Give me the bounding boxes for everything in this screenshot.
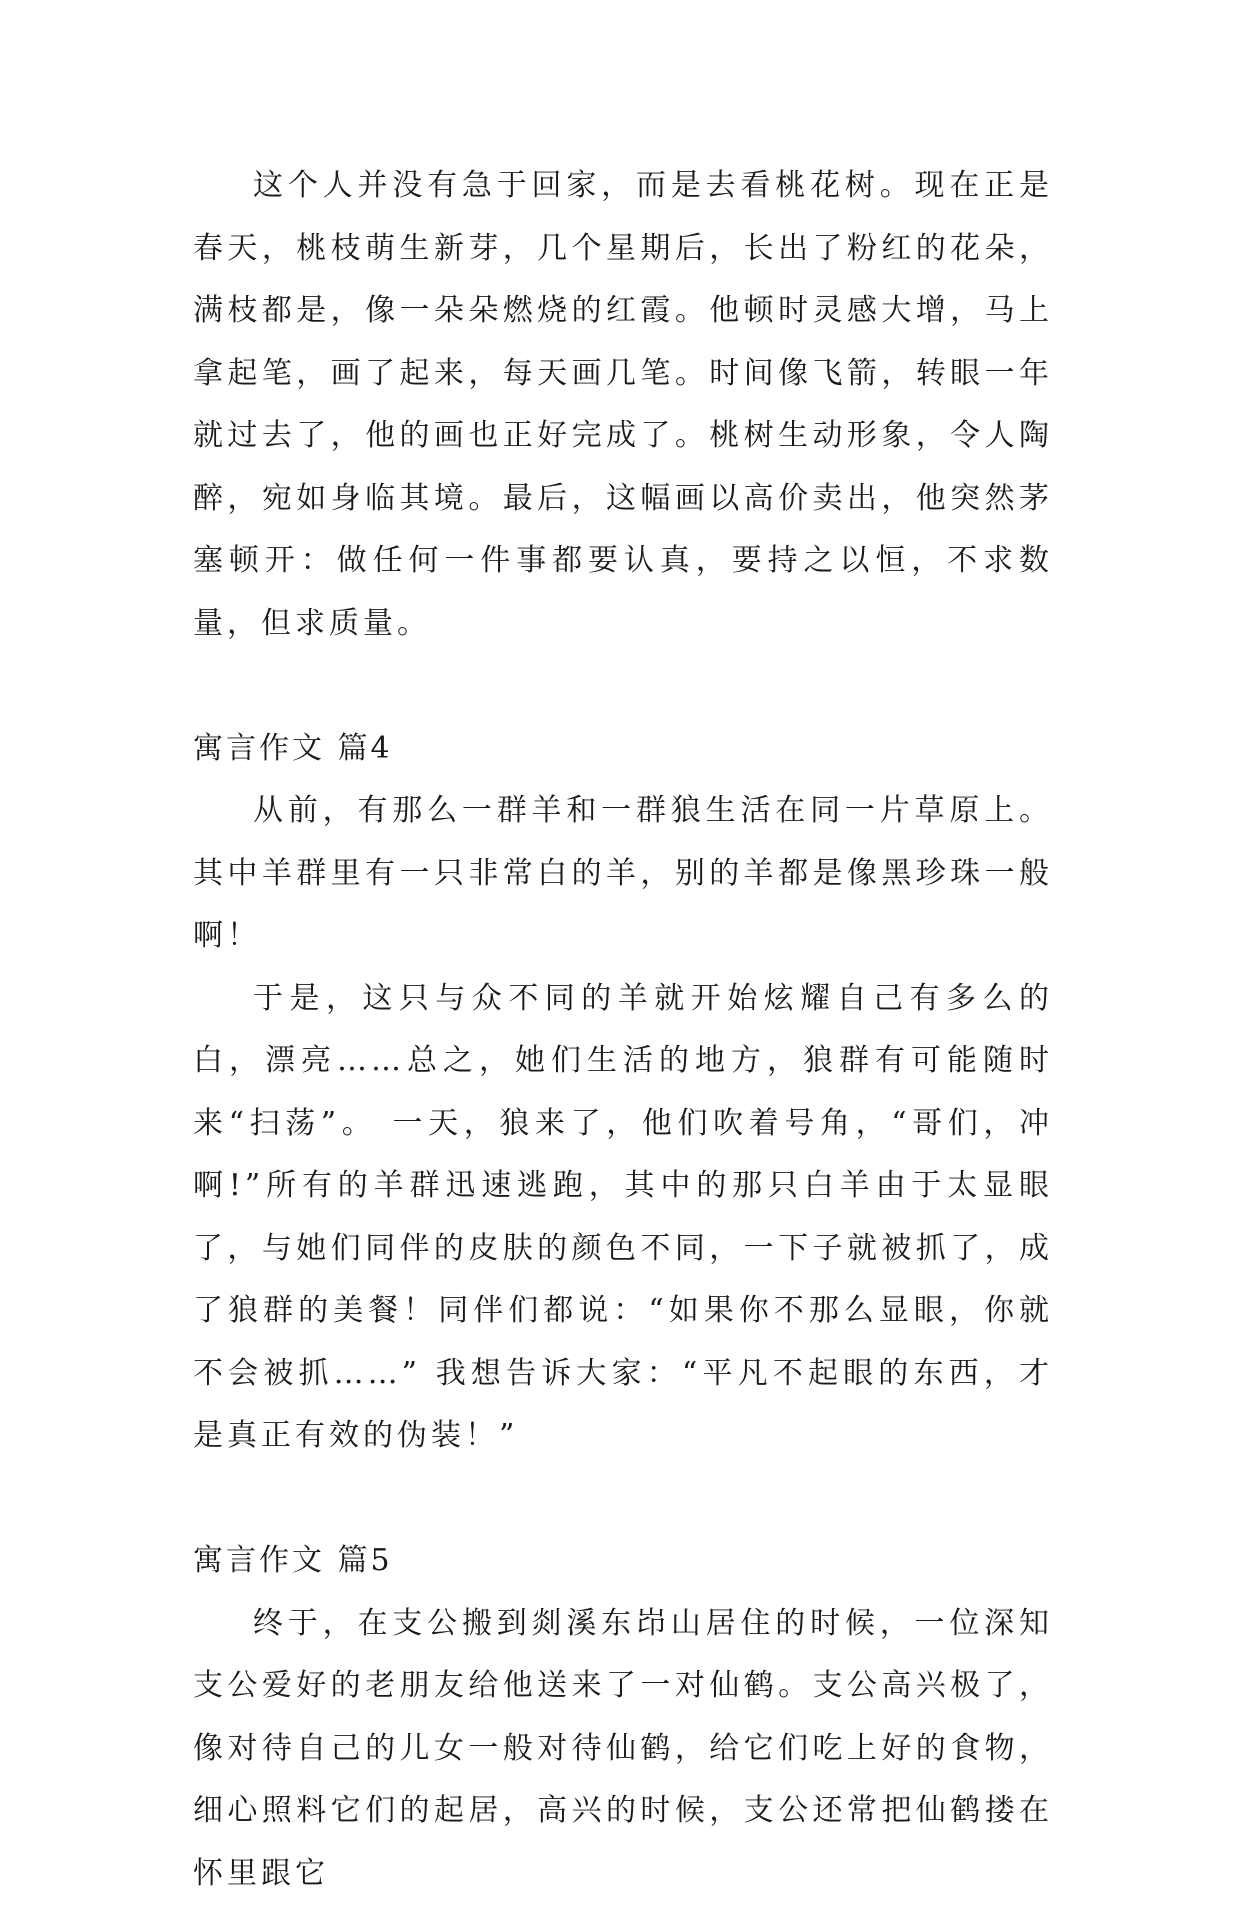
- section-gap: [193, 655, 1053, 718]
- paragraph: 从前，有那么一群羊和一群狼生活在同一片草原上。其中羊群里有一只非常白的羊，别的羊都是像黑珍珠一般啊！: [193, 780, 1053, 968]
- paragraph: 于是，这只与众不同的羊就开始炫耀自己有多么的白，漂亮……总之，她们生活的地方，狼群有可能随时来“扫荡”。 一天，狼来了，他们吹着号角，“哥们，冲啊!”所有的羊群迅速逃跑，其中的那只白羊由于太显眼了，与她们同伴的皮肤的颜色不同，一下子就被抓了，成了狼群的美餐！同伴们都说：“如果你不那么显眼，你就不会被抓……” 我想告诉大家：“平凡不起眼的东西，才是真正有效的伪装！”: [193, 968, 1053, 1468]
- section-heading: 寓言作文 篇4: [193, 718, 1053, 781]
- paragraph: 终于，在支公搬到剡溪东岇山居住的时候，一位深知支公爱好的老朋友给他送来了一对仙鹤。支公高兴极了，像对待自己的儿女一般对待仙鹤，给它们吃上好的食物，细心照料它们的起居，高兴的时候，支公还常把仙鹤搂在怀里跟它: [193, 1593, 1053, 1905]
- document-body: [193, 155, 1053, 1905]
- section-3: [193, 1530, 1053, 1905]
- section-heading: 寓言作文 篇5: [193, 1530, 1053, 1593]
- section-gap: [193, 1468, 1053, 1531]
- section-1: [193, 155, 1053, 655]
- paragraph: 这个人并没有急于回家，而是去看桃花树。现在正是春天，桃枝萌生新芽，几个星期后，长出了粉红的花朵，满枝都是，像一朵朵燃烧的红霞。他顿时灵感大增，马上拿起笔，画了起来，每天画几笔。时间像飞箭，转眼一年就过去了，他的画也正好完成了。桃树生动形象，令人陶醉，宛如身临其境。最后，这幅画以高价卖出，他突然茅塞顿开：做任何一件事都要认真，要持之以恒，不求数量，但求质量。: [193, 155, 1053, 655]
- section-2: [193, 718, 1053, 1468]
